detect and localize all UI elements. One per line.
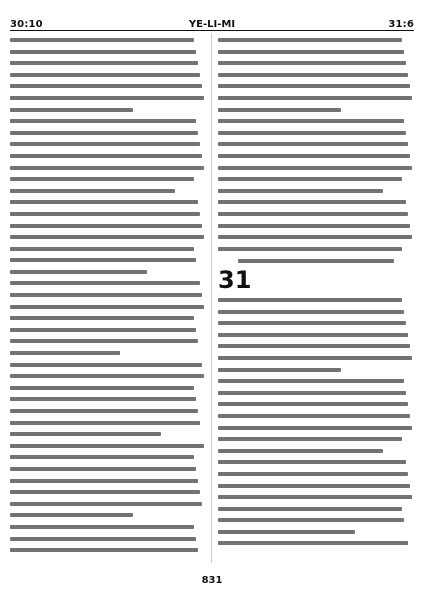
- right-text-line: [218, 84, 410, 88]
- right-text-lower-line: [218, 333, 408, 337]
- right-text-lower-line: [218, 310, 404, 314]
- right-text-lower-line: [218, 321, 406, 325]
- left-text-line: [10, 502, 202, 506]
- right-text-line: [218, 166, 412, 170]
- left-text-line: [10, 224, 202, 228]
- right-text-lower-line: [218, 518, 404, 522]
- left-text-line: [10, 455, 194, 459]
- right-text-lower-line: [218, 507, 402, 511]
- right-text-column-lower: [218, 298, 414, 560]
- right-text-lower-line: [218, 530, 355, 534]
- right-text-lower-line: [218, 344, 410, 348]
- right-text-lower-line: [218, 484, 410, 488]
- page-number: 831: [201, 575, 223, 586]
- chapter-start: [218, 256, 414, 296]
- column-gutter: [211, 33, 212, 563]
- right-text-line: [218, 235, 412, 239]
- right-text-line: [218, 189, 383, 193]
- right-text-lower-line: [218, 541, 408, 545]
- right-text-lower-line: [218, 495, 412, 499]
- left-text-line: [10, 50, 196, 54]
- left-text-line: [10, 293, 202, 297]
- left-text-line: [10, 73, 200, 77]
- left-text-line: [10, 96, 204, 100]
- left-text-line: [10, 38, 194, 42]
- right-text-line: [218, 61, 406, 65]
- left-text-line: [10, 247, 194, 251]
- left-text-line: [10, 177, 194, 181]
- chapter-heading-bar: [218, 256, 414, 266]
- book-title: YE-LI-MI: [188, 19, 236, 30]
- right-text-line: [218, 38, 402, 42]
- left-text-line: [10, 258, 196, 262]
- right-text-line: [218, 200, 406, 204]
- right-text-line: [218, 247, 402, 251]
- left-text-line: [10, 200, 198, 204]
- chapter-range-right: 31:6: [388, 19, 414, 30]
- left-text-line: [10, 166, 204, 170]
- left-text-line: [10, 444, 204, 448]
- left-text-line: [10, 61, 198, 65]
- right-text-lower-line: [218, 368, 341, 372]
- left-text-line: [10, 84, 202, 88]
- right-text-lower-line: [218, 449, 383, 453]
- left-text-line: [10, 421, 200, 425]
- right-text-lower-line: [218, 356, 412, 360]
- left-text-line: [10, 131, 198, 135]
- right-text-line: [218, 119, 404, 123]
- left-text-line: [10, 374, 204, 378]
- right-text-lower-line: [218, 414, 410, 418]
- right-text-lower-line: [218, 426, 412, 430]
- right-text-line: [218, 50, 404, 54]
- left-text-line: [10, 339, 198, 343]
- right-text-line: [218, 131, 406, 135]
- left-text-line: [10, 189, 175, 193]
- right-text-lower-line: [218, 472, 408, 476]
- left-text-line: [10, 328, 196, 332]
- page-header: [10, 0, 414, 34]
- right-text-lower-line: [218, 391, 406, 395]
- left-text-line: [10, 386, 194, 390]
- left-text-line: [10, 479, 198, 483]
- left-text-line: [10, 212, 200, 216]
- left-text-line: [10, 490, 200, 494]
- right-text-line: [218, 96, 412, 100]
- left-text-line: [10, 154, 202, 158]
- left-text-line: [10, 537, 196, 541]
- chapter-range-left: 30:10: [10, 19, 43, 30]
- left-text-line: [10, 525, 194, 529]
- chapter-number: 31: [218, 266, 252, 294]
- left-text-line: [10, 548, 198, 552]
- right-text-lower-line: [218, 298, 402, 302]
- left-text-line: [10, 119, 196, 123]
- left-text-line: [10, 409, 198, 413]
- left-text-line: [10, 142, 200, 146]
- right-text-line: [218, 177, 402, 181]
- right-text-lower-line: [218, 402, 408, 406]
- left-text-line: [10, 351, 120, 355]
- right-text-line: [218, 108, 341, 112]
- right-text-line: [218, 73, 408, 77]
- left-text-line: [10, 270, 147, 274]
- right-text-line: [218, 154, 410, 158]
- left-text-line: [10, 305, 204, 309]
- left-text-line: [10, 467, 196, 471]
- left-text-line: [10, 281, 200, 285]
- left-text-line: [10, 108, 133, 112]
- left-text-line: [10, 316, 194, 320]
- right-text-line: [218, 212, 408, 216]
- right-text-line: [218, 224, 410, 228]
- header-rule: [10, 30, 414, 31]
- left-text-line: [10, 235, 204, 239]
- right-text-lower-line: [218, 379, 404, 383]
- left-text-line: [10, 513, 133, 517]
- right-text-lower-line: [218, 460, 406, 464]
- left-text-line: [10, 363, 202, 367]
- left-text-line: [10, 397, 196, 401]
- left-text-column: [10, 38, 206, 560]
- right-text-lower-line: [218, 437, 402, 441]
- right-text-line: [218, 142, 408, 146]
- left-text-line: [10, 432, 161, 436]
